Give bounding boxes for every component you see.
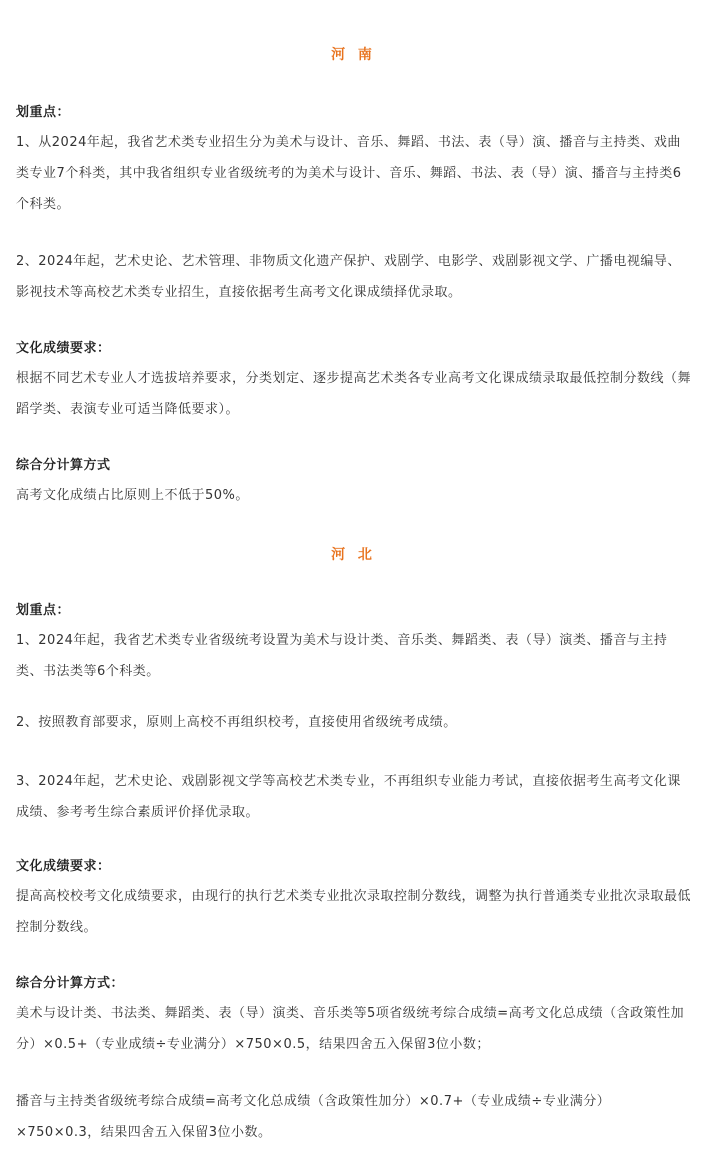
region-title-henan: 河 南	[331, 47, 376, 63]
score-heading-hebei: 综合分计算方式：	[16, 976, 125, 991]
key-point-hebei-3: 3、2024年起，艺术史论、戏剧影视文学等高校艺术类专业，不再组织专业能力考试，直接依据考生高考文化课成绩、参考考生综合素质评价择优录取。	[16, 774, 681, 820]
score-text-hebei-2: 播音与主持类省级统考综合成绩=高考文化总成绩（含政策性加分）×0.7+（专业成绩÷专业满分）×750×0.3，结果四舍五入保留3位小数。	[16, 1094, 611, 1140]
culture-text-henan: 根据不同艺术专业人才选拔培养要求，分类划定、逐步提高艺术类各专业高考文化课成绩录取最低控制分数线（舞蹈学类、表演专业可适当降低要求）。	[16, 371, 692, 417]
key-points-heading-henan: 划重点：	[16, 105, 71, 120]
key-point-hebei-1: 1、2024年起，我省艺术类专业省级统考设置为美术与设计类、音乐类、舞蹈类、表（导）演类、播音与主持类、书法类等6个科类。	[16, 633, 668, 679]
key-point-henan-2: 2、2024年起，艺术史论、艺术管理、非物质文化遗产保护、戏剧学、电影学、戏剧影视文学、广播电视编导、影视技术等高校艺术类专业招生，直接依据考生高考文化课成绩择优录取。	[16, 254, 681, 300]
score-text-henan-1: 高考文化成绩占比原则上不低于50%。	[16, 488, 249, 503]
key-point-henan-1: 1、从2024年起，我省艺术类专业招生分为美术与设计、音乐、舞蹈、书法、表（导）演、播音与主持类、戏曲类专业7个科类，其中我省组织专业省级统考的为美术与设计、音乐、舞蹈、书法、表（导）演、播音与主持类6个科类。	[16, 135, 682, 212]
culture-heading-henan: 文化成绩要求：	[16, 341, 111, 356]
region-title-hebei: 河 北	[331, 547, 376, 563]
score-heading-henan: 综合分计算方式	[16, 458, 111, 473]
culture-text-hebei: 提高高校校考文化成绩要求，由现行的执行艺术类专业批次录取控制分数线，调整为执行普通类专业批次录取最低控制分数线。	[16, 889, 692, 935]
key-point-hebei-2: 2、按照教育部要求，原则上高校不再组织校考，直接使用省级统考成绩。	[16, 715, 457, 730]
key-points-heading-hebei: 划重点：	[16, 603, 71, 618]
culture-heading-hebei: 文化成绩要求：	[16, 859, 111, 874]
score-text-hebei-1: 美术与设计类、书法类、舞蹈类、表（导）演类、音乐类等5项省级统考综合成绩=高考文化总成绩（含政策性加分）×0.5+（专业成绩÷专业满分）×750×0.5，结果四舍五入保留3位小数；	[16, 1006, 685, 1052]
